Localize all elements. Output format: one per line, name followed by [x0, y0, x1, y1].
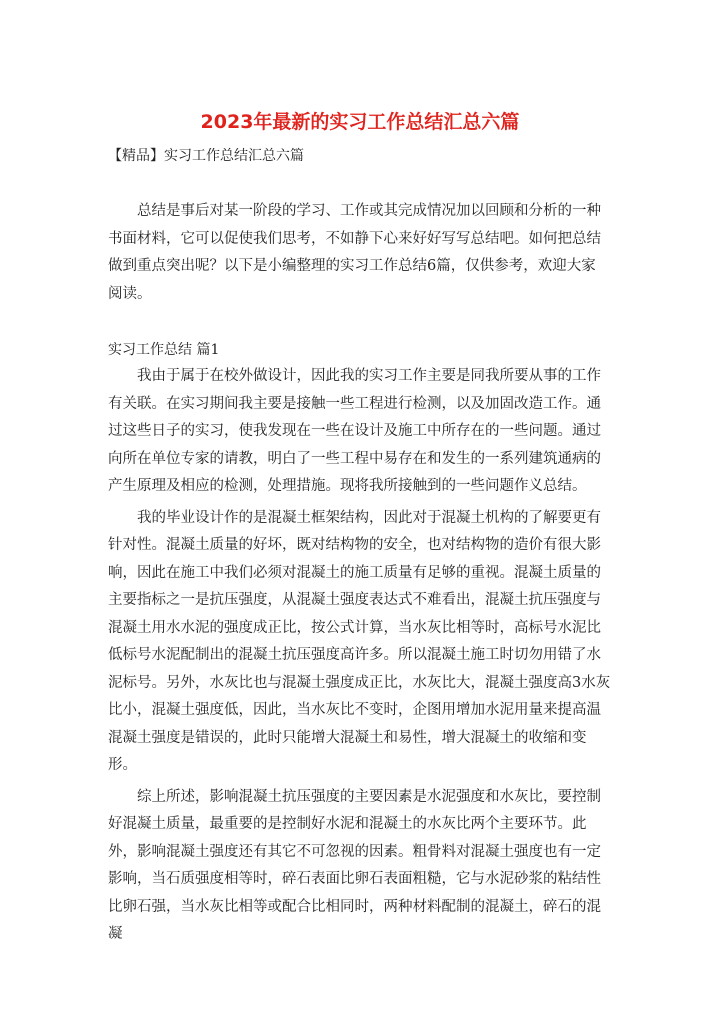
intro-paragraph: 总结是事后对某一阶段的学习、工作或其完成情况加以回顾和分析的一种书面材料，它可以促使我们思考，不如静下心来好好写写总结吧。如何把总结做到重点突出呢？以下是小编整理的实习工作总结6篇，仅供参考，欢迎大家阅读。 — [108, 203, 601, 302]
body-paragraph: 我由于属于在校外做设计，因此我的实习工作主要是同我所要从事的工作有关联。在实习期间我主要是接触一些工程进行检测，以及加固改造工作。通过这些日子的实习，使我发现在一些在设计及施工中所存在的一些问题。通过向所在单位专家的请教，明白了一些工程中易存在和发生的一系列建筑通病的产生原理及相应的检测，处理措施。现将我所接触到的一些问题作义总结。 — [108, 368, 601, 494]
body-paragraph: 综上所述，影响混凝土抗压强度的主要因素是水泥强度和水灰比，要控制好混凝土质量，最重要的是控制好水泥和混凝土的水灰比两个主要环节。此外，影响混凝土强度还有其它不可忽视的因素。粗骨料对混凝土强度也有一定影响，当石质强度相等时，碎石表面比卵石表面粗糙，它与水泥砂浆的粘结性比卵石强，当水灰比相等或配合比相同时，两种材料配制的混凝土，碎石的混凝 — [108, 788, 601, 942]
section-heading: 实习工作总结 篇1 — [108, 342, 220, 358]
document-subtitle: 【精品】实习工作总结汇总六篇 — [108, 148, 304, 164]
body-paragraph: 我的毕业设计作的是混凝土框架结构，因此对于混凝土机构的了解要更有针对性。混凝土质量的好坏，既对结构物的安全，也对结构物的造价有很大影响，因此在施工中我们必须对混凝土的施工质量有足够的重视。混凝土质量的主要指标之一是抗压强度，从混凝土强度表达式不难看出，混凝土抗压强度与混凝土用水水泥的强度成正比，按公式计算，当水灰比相等时，高标号水泥比低标号水泥配制出的混凝土抗压强度高许多。所以混凝土施工时切勿用错了水泥标号。另外，水灰比也与混凝土强度成正比，水灰比大，混凝土强度高3水灰比小，混凝土强度低，因此，当水灰比不变时，企图用增加水泥用量来提高温混凝土强度是错误的，此时只能增大混凝土和易性，增大混凝土的收缩和变形。 — [108, 509, 611, 773]
document-title: 2023年最新的实习工作总结汇总六篇 — [200, 111, 520, 133]
